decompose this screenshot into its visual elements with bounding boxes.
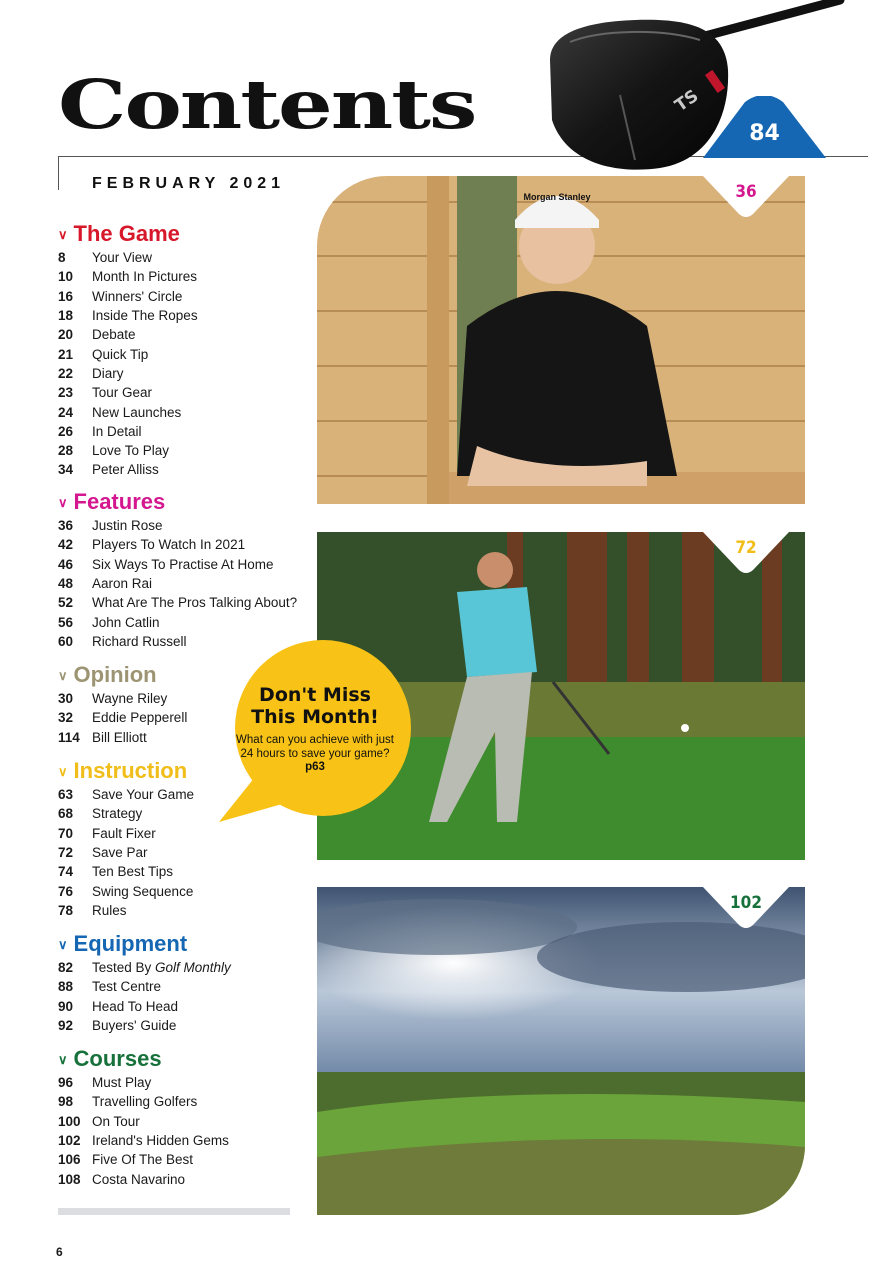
item-page-number: 36 (58, 518, 74, 534)
contents-item[interactable] (58, 1112, 308, 1131)
item-title-text: In Detail (92, 423, 142, 439)
item-page-number: 42 (58, 537, 74, 553)
item-page-number: 30 (58, 691, 74, 707)
item-title (92, 960, 231, 975)
contents-item[interactable] (58, 422, 308, 441)
item-title-text: Your View (92, 250, 153, 266)
section-heading (58, 220, 308, 248)
item-page-number: 34 (58, 462, 74, 478)
item-page-number: 106 (58, 1152, 81, 1168)
item-title (92, 806, 142, 821)
item-title-text: What Are The Pros Talking About? (92, 595, 298, 611)
contents-item[interactable] (58, 1169, 308, 1188)
item-title (92, 405, 181, 420)
item-page-number: 72 (58, 845, 74, 861)
section-title: Equipment (73, 931, 188, 956)
contents-item[interactable] (58, 593, 308, 612)
item-title-text: Tour Gear (92, 385, 153, 401)
section-the-game (58, 220, 308, 480)
item-page-number: 16 (58, 288, 74, 304)
item-title (92, 710, 187, 725)
item-title (92, 845, 148, 860)
item-title-text: Tested By (92, 960, 156, 976)
promo-heading-line2: This Month! (251, 706, 379, 728)
item-title (92, 366, 124, 381)
item-page-number: 24 (58, 404, 74, 420)
item-title (92, 537, 245, 552)
page-tab-number: 36 (735, 182, 757, 202)
item-title-text: Rules (92, 902, 127, 918)
section-title: Courses (73, 1046, 162, 1071)
item-title-text: Wayne Riley (92, 691, 168, 707)
item-page-number: 74 (58, 864, 74, 880)
item-title (92, 1152, 193, 1167)
item-title (92, 1172, 185, 1187)
contents-item[interactable] (58, 460, 308, 479)
item-title-text: Save Your Game (92, 787, 195, 803)
section-chevron-icon: ∨ (58, 667, 68, 683)
item-title-text: Fault Fixer (92, 825, 156, 841)
item-title-text: Love To Play (92, 443, 170, 459)
section-title: Instruction (73, 758, 188, 783)
item-page-number: 23 (58, 385, 74, 401)
item-page-number: 46 (58, 556, 74, 572)
item-title-text: Peter Alliss (92, 462, 159, 478)
item-title (92, 634, 187, 649)
contents-item[interactable] (58, 267, 308, 286)
contents-item[interactable] (58, 881, 308, 900)
item-title-text: Ten Best Tips (92, 864, 174, 880)
item-page-number: 26 (58, 423, 74, 439)
page-number: 6 (56, 1245, 63, 1259)
item-page-number: 96 (58, 1075, 74, 1091)
item-page-number: 48 (58, 576, 74, 592)
item-title (92, 308, 198, 323)
item-title-text: Richard Russell (92, 633, 187, 649)
item-page-number: 28 (58, 443, 74, 459)
contents-item[interactable] (58, 1073, 308, 1092)
item-page-number: 88 (58, 979, 74, 995)
item-title-text: Debate (92, 327, 136, 343)
item-title-text: Eddie Pepperell (92, 710, 188, 726)
section-heading (58, 930, 308, 958)
item-page-number: 78 (58, 902, 74, 918)
item-title-text: New Launches (92, 404, 182, 420)
item-title-text: Head To Head (92, 998, 179, 1014)
item-page-number: 100 (58, 1113, 81, 1129)
contents-item[interactable] (58, 1092, 308, 1111)
issue-date: FEBRUARY 2021 (92, 175, 286, 192)
item-title (92, 327, 136, 342)
section-chevron-icon: ∨ (58, 936, 68, 952)
item-title (92, 1114, 140, 1129)
promo-body: What can you achieve with just 24 hours to save your game? (236, 734, 394, 760)
item-page-number: 8 (58, 250, 66, 266)
contents-item[interactable] (58, 306, 308, 325)
contents-item[interactable] (58, 516, 308, 535)
contents-item[interactable] (58, 364, 308, 383)
section-title: The Game (73, 221, 180, 246)
item-title (92, 557, 274, 572)
item-title-text: Test Centre (92, 979, 162, 995)
item-title-text: Bill Elliott (92, 729, 147, 745)
svg-text:Morgan Stanley: Morgan Stanley (523, 192, 591, 202)
item-page-number: 22 (58, 365, 74, 381)
item-title (92, 691, 167, 706)
contents-item[interactable] (58, 383, 308, 402)
item-title-text: Five Of The Best (92, 1152, 194, 1168)
page-tab-102 (703, 887, 789, 929)
item-page-number: 52 (58, 595, 74, 611)
item-title-text: Diary (92, 365, 124, 381)
item-title-text: Six Ways To Practise At Home (92, 556, 274, 572)
section-courses (58, 1045, 308, 1189)
item-title-text: Justin Rose (92, 518, 163, 534)
item-title-text: Quick Tip (92, 346, 149, 362)
page-tab-number: 102 (730, 893, 762, 913)
item-title (92, 615, 160, 630)
promo-heading-line1: Don't Miss (259, 684, 371, 706)
item-title (92, 576, 152, 591)
item-title-text: Ireland's Hidden Gems (92, 1133, 229, 1149)
item-title (92, 269, 197, 284)
item-title-text: Strategy (92, 806, 143, 822)
item-page-number: 56 (58, 614, 74, 630)
promo-page-ref: p63 (305, 761, 325, 773)
item-title-text: Buyers' Guide (92, 1018, 177, 1034)
item-title-text: John Catlin (92, 614, 160, 630)
promo-text (236, 684, 394, 773)
item-page-number: 21 (58, 346, 74, 362)
item-page-number: 90 (58, 998, 74, 1014)
item-page-number: 32 (58, 710, 74, 726)
item-title (92, 385, 152, 400)
item-title (92, 730, 147, 745)
item-page-number: 10 (58, 269, 74, 285)
section-features (58, 488, 308, 651)
section-title: Opinion (73, 662, 157, 687)
contents-item[interactable] (58, 997, 308, 1016)
item-page-number: 68 (58, 806, 74, 822)
justin-rose-photo (317, 176, 805, 504)
section-chevron-icon: ∨ (58, 226, 68, 242)
contents-item[interactable] (58, 535, 308, 554)
item-title (92, 1018, 176, 1033)
item-title (92, 903, 127, 918)
item-title (92, 424, 142, 439)
item-title-text: Travelling Golfers (92, 1094, 198, 1110)
item-title (92, 1094, 197, 1109)
item-page-number: 82 (58, 960, 74, 976)
item-title (92, 826, 156, 841)
item-title (92, 595, 297, 610)
contents-item[interactable] (58, 555, 308, 574)
page-tab-72 (703, 532, 789, 574)
item-title-text: Must Play (92, 1075, 152, 1091)
page-title: Contents (58, 65, 476, 145)
cover-badge-page-number: 84 (749, 121, 780, 146)
item-title (92, 884, 193, 899)
item-page-number: 76 (58, 883, 74, 899)
contents-item[interactable] (58, 977, 308, 996)
contents-item[interactable] (58, 612, 308, 631)
item-title-text: Winners' Circle (92, 288, 183, 304)
item-title-text: Month In Pictures (92, 269, 198, 285)
item-page-number: 102 (58, 1133, 81, 1149)
item-title (92, 347, 148, 362)
item-title (92, 979, 161, 994)
item-title (92, 864, 173, 879)
item-page-number: 18 (58, 308, 74, 324)
contents-item[interactable] (58, 574, 308, 593)
contents-item[interactable] (58, 901, 308, 920)
item-title-text: On Tour (92, 1113, 140, 1129)
links-course-photo (317, 887, 805, 1215)
item-page-number: 114 (58, 729, 80, 745)
promo-heading (236, 684, 394, 728)
section-chevron-icon: ∨ (58, 494, 68, 510)
item-page-number: 60 (58, 633, 74, 649)
section-chevron-icon: ∨ (58, 763, 68, 779)
item-title-text: Save Par (92, 845, 148, 861)
item-title (92, 999, 178, 1014)
item-page-number: 63 (58, 787, 74, 803)
svg-text:TS: TS (671, 86, 703, 117)
section-heading (58, 488, 308, 516)
contents-item[interactable] (58, 1150, 308, 1169)
section-title: Features (73, 489, 166, 514)
item-page-number: 92 (58, 1018, 74, 1034)
contents-item[interactable] (58, 344, 308, 363)
item-title (92, 289, 182, 304)
item-title-text: Inside The Ropes (92, 308, 198, 324)
contents-item[interactable] (58, 958, 308, 977)
item-title (92, 250, 152, 265)
contents-item[interactable] (58, 325, 308, 344)
item-title (92, 462, 159, 477)
item-title (92, 1075, 151, 1090)
footer-bar (58, 1208, 290, 1215)
header-rule-vertical (58, 156, 59, 190)
section-equipment (58, 930, 308, 1035)
item-page-number: 20 (58, 327, 74, 343)
contents-item[interactable] (58, 441, 308, 460)
item-title-italic: Golf Monthly (155, 960, 231, 976)
page-tab-36 (703, 176, 789, 218)
section-heading (58, 1045, 308, 1073)
item-page-number: 108 (58, 1171, 81, 1187)
item-title (92, 443, 169, 458)
contents-item[interactable] (58, 248, 308, 267)
page-tab-number: 72 (735, 538, 757, 558)
item-title-text: Aaron Rai (92, 576, 153, 592)
contents-item[interactable] (58, 843, 308, 862)
item-title-text: Players To Watch In 2021 (92, 537, 246, 553)
item-title-text: Costa Navarino (92, 1171, 186, 1187)
contents-item[interactable] (58, 862, 308, 881)
item-page-number: 98 (58, 1094, 74, 1110)
contents-item[interactable] (58, 1016, 308, 1035)
contents-item[interactable] (58, 402, 308, 421)
contents-item[interactable] (58, 287, 308, 306)
item-title (92, 787, 194, 802)
contents-item[interactable] (58, 1131, 308, 1150)
item-page-number: 70 (58, 825, 74, 841)
item-title (92, 1133, 229, 1148)
item-title-text: Swing Sequence (92, 883, 194, 899)
section-chevron-icon: ∨ (58, 1051, 68, 1067)
item-title (92, 518, 163, 533)
